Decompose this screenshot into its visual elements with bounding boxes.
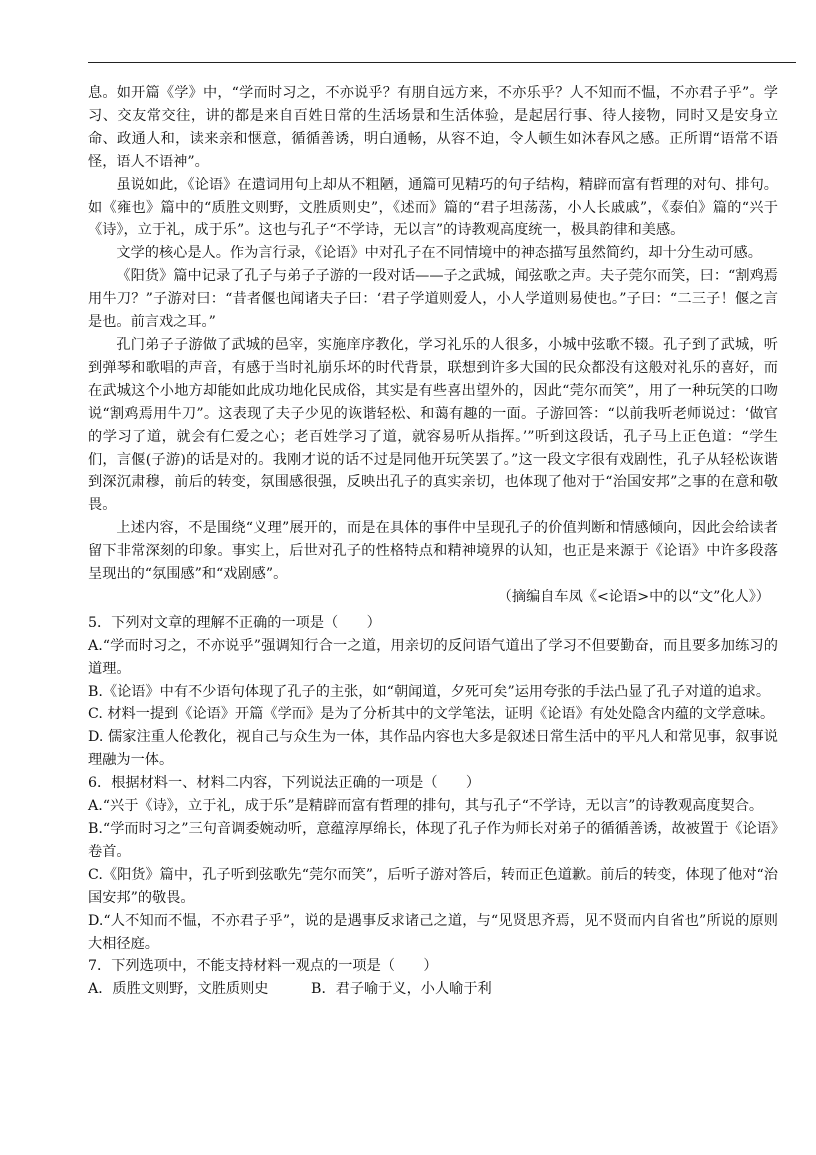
passage-paragraph-4: 《阳货》篇中记录了孔子与弟子子游的一段对话——子之武城，闻弦歌之声。夫子莞尔而笑，曰：“割鸡焉用牛刀？”子游对曰：“昔者偃也闻诸夫子曰：‘君子学道则爱人，小人学道则易使也。”子曰：“二三子！偃之言是也。前言戏之耳。”	[88, 268, 778, 331]
question-5-option-a: A.“学而时习之，不亦说乎”强调知行合一之道，用亲切的反问语气道出了学习不但要勤奋，而且要多加练习的道理。	[88, 637, 778, 677]
question-5-stem: 5．下列对文章的理解不正确的一项是（ ）	[88, 614, 381, 631]
question-6-option-c: C.《阳货》篇中，孔子听到弦歌先“莞尔而笑”，后听子游对答后，转而正色道歉。前后的转变，体现了他对“治国安邦”的敬畏。	[88, 866, 778, 906]
question-6-option-a: A.“兴于《诗》，立于礼，成于乐”是精辟而富有哲理的排句，其与孔子“不学诗，无以言”的诗教观高度契合。	[88, 798, 764, 815]
question-6-stem: 6．根据材料一、材料二内容，下列说法正确的一项是（ ）	[88, 775, 481, 792]
source-citation: （摘编自车凤《<论语>中的以“文”化人》）	[497, 588, 770, 605]
question-5-option-c: C. 材料一提到《论语》开篇《学而》是为了分析其中的文学笔法，证明《论语》有处处隐含内蕴的文学意味。	[88, 706, 775, 723]
question-6-option-d: D.“人不知而不愠，不亦君子乎”，说的是遇事反求诸己之道，与“见贤思齐焉，见不贤而内自省也”所说的原则大相径庭。	[88, 912, 778, 952]
question-6-option-b: B.“学而时习之”三句音调委婉动听，意蕴淳厚绵长，体现了孔子作为师长对弟子的循循善诱，故被置于《论语》卷首。	[88, 821, 778, 860]
question-list	[88, 612, 778, 1001]
question-7-options-ab: A．质胜文则野，文胜质则史 B．君子喻于义，小人喻于利	[88, 981, 492, 998]
passage-paragraph-6: 上述内容，不是围绕“义理”展开的，而是在具体的事件中呈现孔子的价值判断和情感倾向，因此会给读者留下非常深刻的印象。事实上，后世对孔子的性格特点和精神境界的认知，也正是来源于《论语》中许多段落呈现出的“氛围感”和“戏剧感”。	[88, 520, 778, 583]
passage-paragraph-3: 文学的核心是人。作为言行录，《论语》中对孔子在不同情境中的神态描写虽然简约，却十分生动可感。	[116, 245, 762, 262]
passage-paragraph-5: 孔门弟子子游做了武城的邑宰，实施庠序教化，学习礼乐的人很多，小城中弦歌不辍。孔子到了武城，听到弹琴和歌唱的声音，有感于当时礼崩乐坏的时代背景，联想到许多大国的民众都没有这般对礼乐的喜好，而在武城这个小地方却能如此成功地化民成俗，其实是有些喜出望外的，因此“莞尔而笑”，用了一种玩笑的口吻说“割鸡焉用牛刀”。这表现了夫子少见的诙谐轻松、和蔼有趣的一面。子游回答：“以前我听老师说过：‘做官的学习了道，就会有仁爱之心；老百姓学习了道，就容易听从指挥。’”听到这段话，孔子马上正色道：“学生们，言偃(子游)的话是对的。我刚才说的话不过是同他开玩笑罢了。”这一段文字很有戏剧性，孔子从轻松诙谐到深沉肃穆，前后的转变，氛围感很强，反映出孔子的真实亲切，也体现了他对于“治国安邦”之事的在意和敬畏。	[88, 336, 778, 514]
top-rule	[88, 62, 796, 63]
question-5-option-d: D. 儒家注重人伦教化，视自己与众生为一体，其作品内容也大多是叙述日常生活中的平凡人和常见事，叙事说理融为一体。	[88, 729, 778, 769]
document-page	[88, 82, 778, 1001]
question-5-option-b: B.《论语》中有不少语句体现了孔子的主张，如“朝闻道，夕死可矣”运用夸张的手法凸显了孔子对道的追求。	[88, 683, 771, 700]
passage-paragraph-1: 息。如开篇《学》中，“学而时习之，不亦说乎？有朋自远方来，不亦乐乎？人不知而不愠，不亦君子乎”。学习、交友常交往，讲的都是来自百姓日常的生活场景和生活体验，是起居行事、待人接物，同时又是安身立命、政通人和，读来亲和惬意，循循善诱，明白通畅，从容不迫，令人顿生如沐春风之感。正所谓“语常不语怪，语人不语神”。	[88, 85, 778, 170]
passage-paragraph-2: 虽说如此，《论语》在遣词用句上却从不粗陋，通篇可见精巧的句子结构，精辟而富有哲理的对句、排句。如《雍也》篇中的“质胜文则野，文胜质则史”，《述而》篇的“君子坦荡荡，小人长戚戚”，《泰伯》篇的“兴于《诗》，立于礼，成于乐”。这也与孔子“不学诗，无以言”的诗教观高度统一，极具韵律和美感。	[88, 176, 778, 239]
question-7-stem: 7．下列选项中，不能支持材料一观点的一项是（ ）	[88, 958, 438, 975]
